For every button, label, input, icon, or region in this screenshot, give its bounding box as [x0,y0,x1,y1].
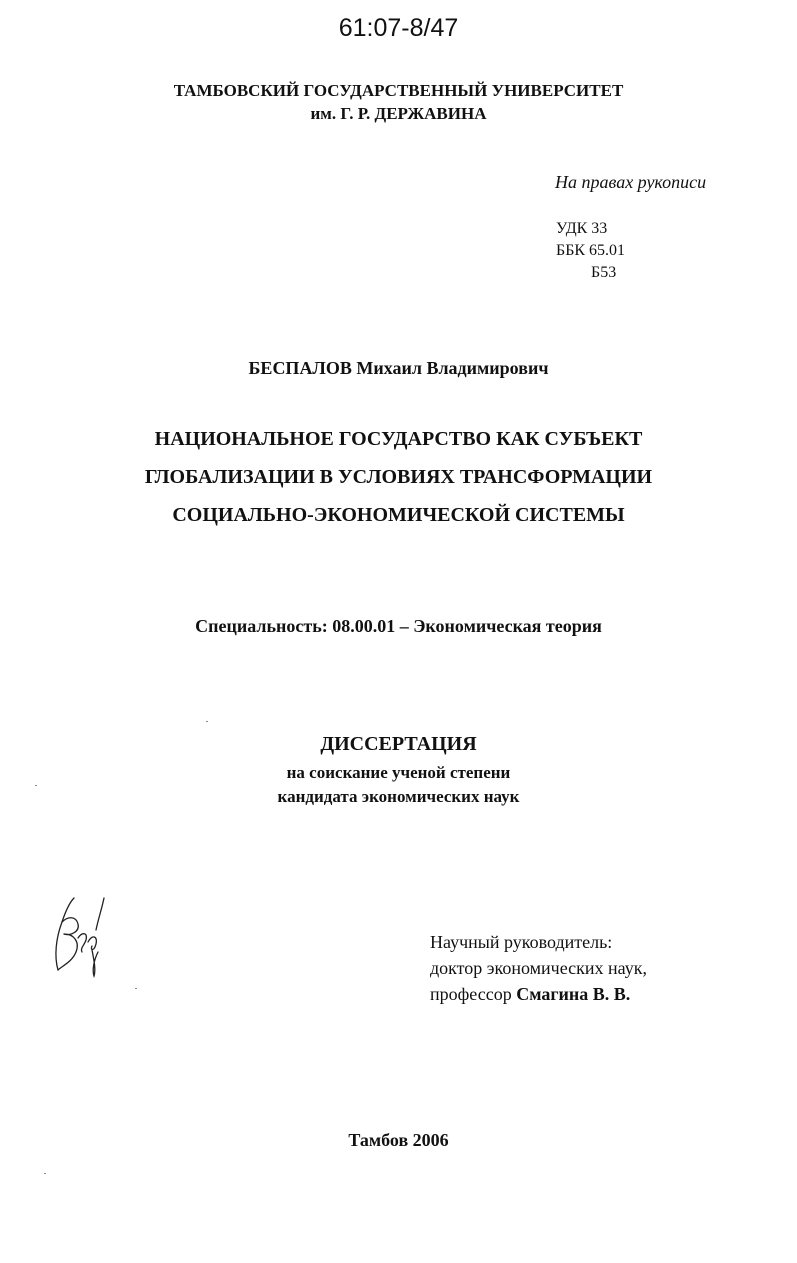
degree-line-2: кандидата экономических наук [277,787,520,806]
university-name: ТАМБОВСКИЙ ГОСУДАРСТВЕННЫЙ УНИВЕРСИТЕТ [173,81,624,100]
rights-note: На правах рукописи [555,172,707,192]
scan-speck [35,785,37,786]
advisor-degree: доктор экономических наук, [430,958,647,978]
scan-speck [44,1173,46,1174]
advisor-label: Научный руководитель: [430,932,613,952]
advisor-title: профессор [430,984,512,1004]
author-name: БЕСПАЛОВ Михаил Владимирович [248,358,549,378]
document-type: ДИССЕРТАЦИЯ [320,733,477,755]
signature [44,890,110,980]
title-line-2: ГЛОБАЛИЗАЦИИ В УСЛОВИЯХ ТРАНСФОРМАЦИИ [144,466,653,488]
degree-line-1: на соискание ученой степени [286,763,511,782]
advisor-name: Смагина В. В. [516,984,631,1004]
university-named-after: им. Г. Р. ДЕРЖАВИНА [310,104,487,123]
scan-speck [135,988,137,989]
specialty: Специальность: 08.00.01 – Экономическая теория [195,616,602,636]
bbk-code: ББК 65.01 [556,242,626,259]
scan-speck [206,721,208,722]
udk-code: УДК 33 [556,220,608,237]
title-line-3: СОЦИАЛЬНО-ЭКОНОМИЧЕСКОЙ СИСТЕМЫ [172,504,625,526]
archive-code: 61:07-8/47 [338,14,459,42]
city-year: Тамбов 2006 [348,1130,449,1150]
title-line-1: НАЦИОНАЛЬНОЕ ГОСУДАРСТВО КАК СУБЪЕКТ [154,428,643,450]
author-mark: Б53 [591,264,617,281]
advisor-line [430,984,630,1005]
